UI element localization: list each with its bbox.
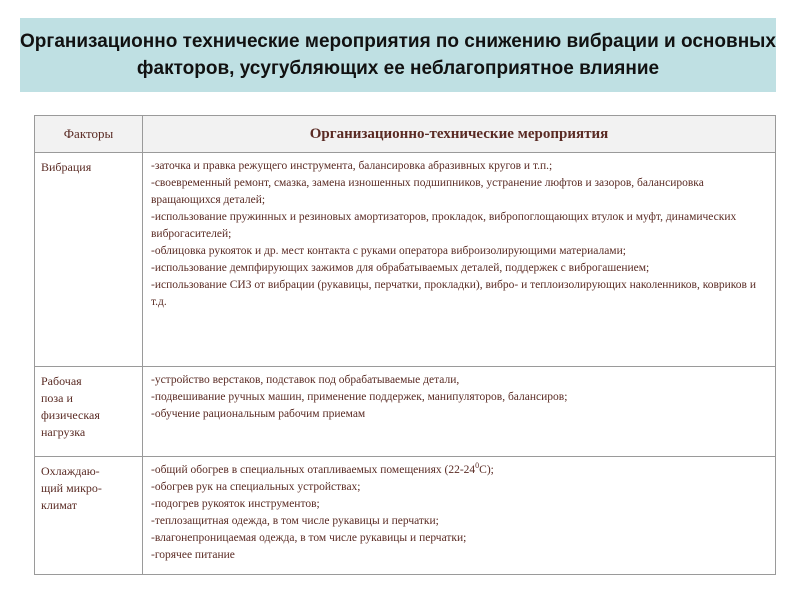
table-row-microclimate xyxy=(35,457,776,575)
measures-cell-posture xyxy=(143,367,776,457)
table-row-posture xyxy=(35,367,776,457)
measure-item xyxy=(151,462,769,479)
measure-item: -подогрев рукояток инструментов; xyxy=(151,498,320,510)
table-header-row xyxy=(35,116,776,153)
measure-item: -облицовка рукояток и др. мест контакта с руками оператора виброизолирующими материалами; xyxy=(151,245,626,257)
measure-item: -своевременный ремонт, смазка, замена изношенных подшипников, устранение люфтов и зазоров, балансировка вращающихся деталей; xyxy=(151,177,704,206)
factor-cell-microclimate: Охлаждаю- щий микро- климат xyxy=(35,457,143,575)
column-header-factors: Факторы xyxy=(35,116,143,153)
measure-item: -использование пружинных и резиновых амортизаторов, прокладок, вибропоглощающих втулок и муфт, динамических виброгасителей; xyxy=(151,211,737,240)
factor-cell-vibration: Вибрация xyxy=(35,153,143,367)
measure-item: -теплозащитная одежда, в том числе рукавицы и перчатки; xyxy=(151,515,439,527)
measure-item: -использование СИЗ от вибрации (рукавицы, перчатки, прокладки), вибро- и теплоизолирующих наколенников, ковриков и т.д. xyxy=(151,279,756,308)
title-banner xyxy=(20,18,776,92)
measures-cell-vibration xyxy=(143,153,776,367)
measures-cell-microclimate xyxy=(143,457,776,575)
measure-item: -подвешивание ручных машин, применение поддержек, манипуляторов, балансиров; xyxy=(151,391,568,403)
measure-item: -устройство верстаков, подставок под обрабатываемые детали, xyxy=(151,374,460,386)
measure-item: -использование демпфирующих зажимов для обрабатываемых деталей, поддержек с виброгашением; xyxy=(151,262,650,274)
measure-item: -горячее питание xyxy=(151,549,235,561)
column-header-measures: Организационно-технические мероприятия xyxy=(143,116,776,153)
table-row-vibration xyxy=(35,153,776,367)
measure-text: C); xyxy=(479,464,494,476)
measures-table xyxy=(34,115,776,575)
measure-item: -обогрев рук на специальных устройствах; xyxy=(151,481,361,493)
measure-item: -обучение рациональным рабочим приемам xyxy=(151,408,366,420)
measure-item: -влагонепроницаемая одежда, в том числе рукавицы и перчатки; xyxy=(151,532,467,544)
degree-superscript: 0 xyxy=(475,461,480,471)
measure-item: -заточка и правка режущего инструмента, балансировка абразивных кругов и т.п.; xyxy=(151,160,553,172)
page-title: Организационно технические мероприятия по снижению вибрации и основных факторов, усугубляющих ее неблагоприятное влияние xyxy=(20,31,776,79)
factor-cell-posture: Рабочая поза и физическая нагрузка xyxy=(35,367,143,457)
measure-text: -общий обогрев в специальных отапливаемых помещениях (22-24 xyxy=(151,464,476,476)
